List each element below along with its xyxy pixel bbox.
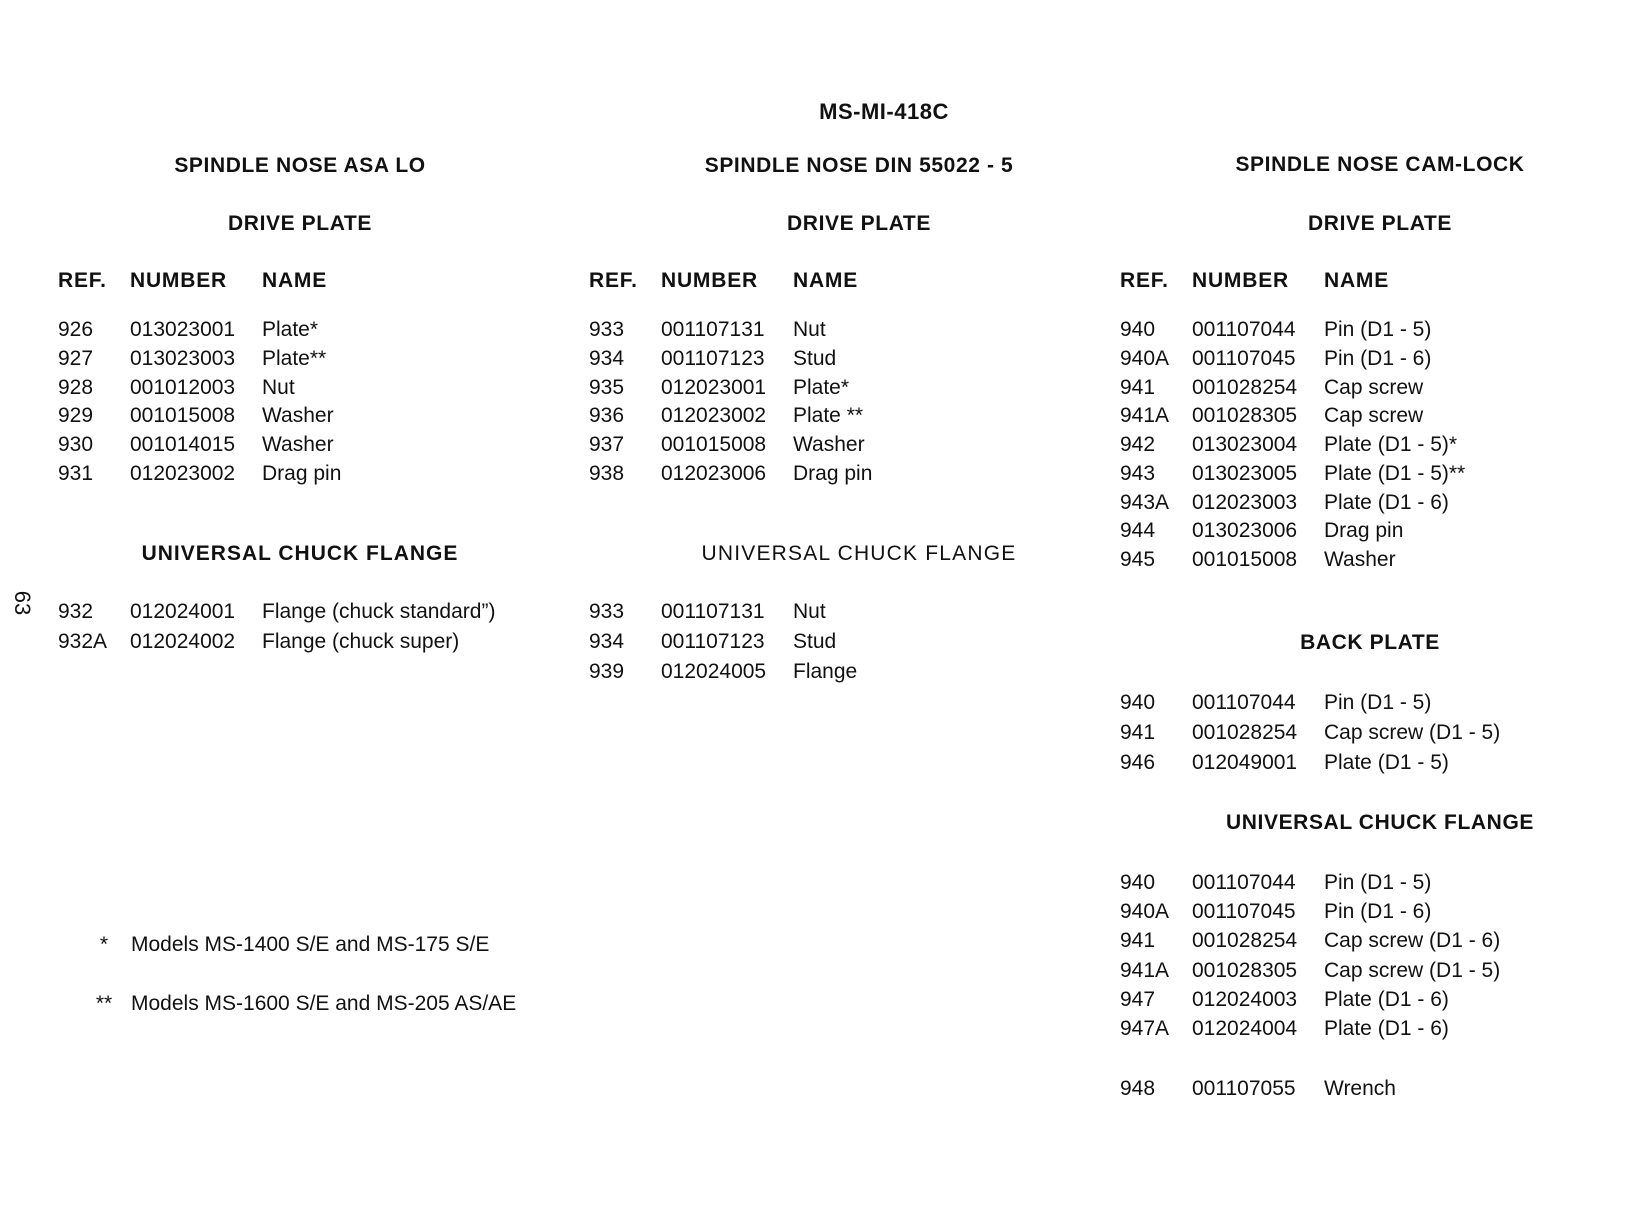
number-cell: 012023006 [661, 462, 767, 485]
name-cell: Pin (D1 - 5) [1324, 871, 1432, 894]
ref-cell: 932 [58, 600, 94, 623]
name-cell: Cap screw [1324, 376, 1424, 399]
number-cell: 012023002 [661, 404, 767, 427]
ref-cell: 941 [1120, 929, 1156, 952]
section-title-universal-chuck-flange: UNIVERSAL CHUCK FLANGE [701, 542, 1017, 565]
ref-cell: 947 [1120, 988, 1156, 1011]
ref-cell: 926 [58, 318, 94, 341]
name-cell: Plate (D1 - 5) [1324, 751, 1449, 774]
name-cell: Pin (D1 - 6) [1324, 900, 1432, 923]
name-cell: Cap screw (D1 - 5) [1324, 959, 1501, 982]
name-cell: Pin (D1 - 5) [1324, 318, 1432, 341]
column-title: SPINDLE NOSE CAM-LOCK [1235, 153, 1525, 176]
ref-cell: 927 [58, 347, 94, 370]
ref-cell: 940A [1120, 900, 1170, 923]
name-cell: Plate (D1 - 6) [1324, 988, 1449, 1011]
number-cell: 012023002 [130, 462, 236, 485]
ref-cell: 946 [1120, 751, 1156, 774]
number-cell: 001028254 [1192, 721, 1298, 744]
name-cell: Stud [793, 630, 837, 653]
section-title-drive-plate: DRIVE PLATE [1308, 212, 1452, 235]
ref-cell: 940A [1120, 347, 1170, 370]
ref-cell: 937 [589, 433, 625, 456]
number-cell: 001015008 [661, 433, 767, 456]
number-cell: 001028305 [1192, 404, 1298, 427]
name-cell: Drag pin [1324, 519, 1404, 542]
column-title: SPINDLE NOSE ASA LO [174, 154, 426, 177]
number-cell: 001028254 [1192, 376, 1298, 399]
number-cell: 001014015 [130, 433, 236, 456]
ref-cell: 939 [589, 660, 625, 683]
number-cell: 001015008 [130, 404, 236, 427]
ref-cell: 941 [1120, 721, 1156, 744]
name-cell: Nut [793, 318, 826, 341]
name-cell: Washer [262, 433, 334, 456]
name-cell: Washer [262, 404, 334, 427]
number-cell: 001107131 [661, 600, 765, 623]
header-name: NAME [262, 269, 328, 292]
ref-cell: 942 [1120, 433, 1156, 456]
name-cell: Flange (chuck super) [262, 630, 460, 653]
ref-cell: 935 [589, 376, 625, 399]
column-title: SPINDLE NOSE DIN 55022 - 5 [704, 154, 1014, 177]
number-cell: 012024004 [1192, 1017, 1298, 1040]
name-cell: Plate** [262, 347, 327, 370]
footnote-text: Models MS-1400 S/E and MS-175 S/E [131, 933, 490, 956]
ref-cell: 941A [1120, 959, 1170, 982]
number-cell: 001107045 [1192, 900, 1296, 923]
section-title-universal-chuck-flange: UNIVERSAL CHUCK FLANGE [1226, 811, 1534, 834]
name-cell: Cap screw (D1 - 5) [1324, 721, 1501, 744]
name-cell: Plate (D1 - 6) [1324, 1017, 1449, 1040]
ref-cell: 940 [1120, 318, 1156, 341]
document-id: MS-MI-418C [819, 99, 949, 124]
header-name: NAME [1324, 269, 1390, 292]
ref-cell: 945 [1120, 548, 1156, 571]
name-cell: Washer [1324, 548, 1396, 571]
name-cell: Plate (D1 - 5)* [1324, 433, 1458, 456]
number-cell: 001107044 [1192, 691, 1296, 714]
name-cell: Nut [262, 376, 295, 399]
number-cell: 012024003 [1192, 988, 1298, 1011]
number-cell: 013023004 [1192, 433, 1298, 456]
page-number: 63 [10, 590, 35, 616]
number-cell: 001107123 [661, 347, 765, 370]
number-cell: 013023003 [130, 347, 236, 370]
number-cell: 001107044 [1192, 871, 1296, 894]
number-cell: 001028305 [1192, 959, 1298, 982]
name-cell: Drag pin [262, 462, 342, 485]
name-cell: Cap screw (D1 - 6) [1324, 929, 1501, 952]
number-cell: 013023005 [1192, 462, 1298, 485]
ref-cell: 940 [1120, 871, 1156, 894]
number-cell: 001015008 [1192, 548, 1298, 571]
name-cell: Plate (D1 - 5)** [1324, 462, 1466, 485]
name-cell: Plate* [262, 318, 319, 341]
number-cell: 012023003 [1192, 491, 1298, 514]
ref-cell: 934 [589, 630, 625, 653]
header-name: NAME [793, 269, 859, 292]
name-cell: Pin (D1 - 5) [1324, 691, 1432, 714]
name-cell: Flange (chuck standard”) [262, 600, 496, 623]
name-cell: Washer [793, 433, 865, 456]
name-cell: Pin (D1 - 6) [1324, 347, 1432, 370]
ref-cell: 943A [1120, 491, 1170, 514]
name-cell: Plate (D1 - 6) [1324, 491, 1449, 514]
ref-cell: 944 [1120, 519, 1156, 542]
header-ref: REF. [1120, 269, 1169, 292]
ref-cell: 931 [58, 462, 94, 485]
header-ref: REF. [58, 269, 107, 292]
ref-cell: 936 [589, 404, 625, 427]
header-number: NUMBER [661, 269, 758, 292]
section-title-drive-plate: DRIVE PLATE [228, 212, 372, 235]
number-cell: 013023006 [1192, 519, 1298, 542]
footnote-mark: * [99, 933, 109, 956]
section-title-drive-plate: DRIVE PLATE [787, 212, 931, 235]
footnote-text: Models MS-1600 S/E and MS-205 AS/AE [131, 992, 517, 1015]
number-cell: 001107044 [1192, 318, 1296, 341]
ref-cell: 941A [1120, 404, 1170, 427]
ref-cell: 932A [58, 630, 108, 653]
ref-cell: 928 [58, 376, 94, 399]
section-title-universal-chuck-flange: UNIVERSAL CHUCK FLANGE [141, 542, 459, 565]
number-cell: 001028254 [1192, 929, 1298, 952]
ref-cell: 929 [58, 404, 94, 427]
header-number: NUMBER [1192, 269, 1289, 292]
name-cell: Nut [793, 600, 826, 623]
number-cell: 001012003 [130, 376, 236, 399]
number-cell: 012024005 [661, 660, 767, 683]
name-cell: Wrench [1324, 1077, 1396, 1100]
number-cell: 012024002 [130, 630, 236, 653]
name-cell: Cap screw [1324, 404, 1424, 427]
number-cell: 001107045 [1192, 347, 1296, 370]
ref-cell: 933 [589, 318, 625, 341]
ref-cell: 934 [589, 347, 625, 370]
ref-cell: 947A [1120, 1017, 1170, 1040]
ref-cell: 948 [1120, 1077, 1156, 1100]
number-cell: 012024001 [130, 600, 236, 623]
header-number: NUMBER [130, 269, 227, 292]
header-ref: REF. [589, 269, 638, 292]
number-cell: 012049001 [1192, 751, 1298, 774]
ref-cell: 943 [1120, 462, 1156, 485]
name-cell: Plate* [793, 376, 850, 399]
number-cell: 012023001 [661, 376, 767, 399]
ref-cell: 941 [1120, 376, 1156, 399]
ref-cell: 933 [589, 600, 625, 623]
number-cell: 001107123 [661, 630, 765, 653]
name-cell: Drag pin [793, 462, 873, 485]
ref-cell: 930 [58, 433, 94, 456]
number-cell: 001107131 [661, 318, 765, 341]
name-cell: Stud [793, 347, 837, 370]
footnote-mark: ** [95, 992, 113, 1015]
number-cell: 001107055 [1192, 1077, 1296, 1100]
number-cell: 013023001 [130, 318, 236, 341]
name-cell: Flange [793, 660, 858, 683]
ref-cell: 938 [589, 462, 625, 485]
section-title-back-plate: BACK PLATE [1300, 631, 1440, 654]
name-cell: Plate ** [793, 404, 864, 427]
ref-cell: 940 [1120, 691, 1156, 714]
